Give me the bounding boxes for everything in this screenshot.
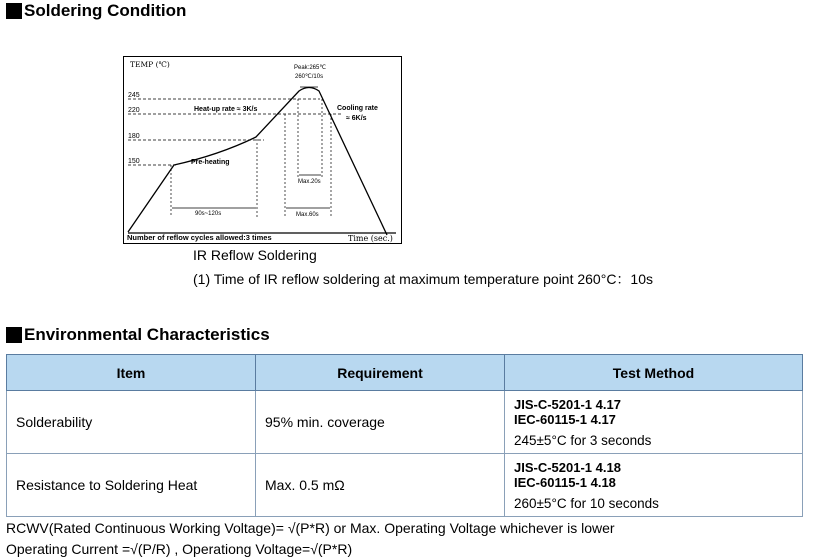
current-formula: (P/R) [137, 541, 171, 557]
table-row [7, 391, 803, 454]
reflow-caption-note: (1) Time of IR reflow soldering at maximum temperature point 260°C：10s [193, 271, 654, 287]
standard-jis: JIS-C-5201-1 4.18 [514, 459, 621, 475]
environmental-heading-text: Environmental Characteristics [24, 325, 270, 344]
test-method-cell [505, 391, 803, 454]
requirement-cell: Max. 0.5 mΩ [256, 454, 505, 517]
y-axis-label: TEMP (℃) [130, 60, 170, 69]
rcwv-suffix: or Max. Operating Voltage whichever is lower [333, 520, 615, 536]
column-header-item: Item [7, 355, 256, 391]
sqrt-icon: √ [287, 520, 296, 536]
rcwv-formula: (P*R) [295, 520, 330, 536]
x-axis-label: Time (sec.) [348, 234, 393, 243]
cycles-label: Number of reflow cycles allowed:3 times [127, 233, 272, 242]
sqrt-icon: √ [310, 541, 318, 557]
heading-square-icon [6, 327, 22, 343]
table-row [7, 454, 803, 517]
rcwv-prefix: RCWV(Rated Continuous Working Voltage)= [6, 520, 284, 536]
table-header-row [7, 355, 803, 391]
operating-note [6, 541, 352, 557]
y-tick-150: 150 [128, 158, 140, 165]
heading-square-icon [6, 3, 22, 19]
y-tick-220: 220 [128, 107, 140, 114]
requirement-cell: 95% min. coverage [256, 391, 505, 454]
cooling-label-1: Cooling rate [337, 105, 378, 112]
reflow-caption-title: IR Reflow Soldering [193, 247, 317, 263]
environmental-heading [6, 325, 270, 345]
reflow-profile-svg [124, 57, 403, 245]
voltage-prefix: , Operationg Voltage= [174, 541, 311, 557]
preheat-time-label: 90s~120s [195, 211, 222, 217]
cooling-label-2: ≈ 6K/s [346, 115, 367, 122]
max20-label: Max.20s [298, 179, 321, 185]
column-header-requirement: Requirement [256, 355, 505, 391]
peak-label-1: Peak:265℃ [294, 65, 327, 71]
soldering-condition-heading [6, 1, 186, 21]
standard-iec: IEC-60115-1 4.18 [514, 474, 616, 490]
test-condition: 245±5°C for 3 seconds [514, 432, 652, 448]
voltage-formula: (P*R) [317, 541, 353, 557]
heatup-label: Heat-up rate ≈ 3K/s [194, 106, 258, 113]
standard-iec: IEC-60115-1 4.17 [514, 411, 616, 427]
item-cell: Solderability [7, 391, 256, 454]
sqrt-icon: √ [130, 541, 138, 557]
current-prefix: Operating Current = [6, 541, 131, 557]
column-header-test-method: Test Method [505, 355, 803, 391]
test-condition: 260±5°C for 10 seconds [514, 495, 659, 511]
test-method-cell [505, 454, 803, 517]
item-cell: Resistance to Soldering Heat [7, 454, 256, 517]
standard-jis: JIS-C-5201-1 4.17 [514, 396, 621, 412]
soldering-heading-text: Soldering Condition [24, 1, 187, 20]
preheat-label: Pre-heating [191, 159, 230, 166]
reflow-profile-diagram [123, 56, 402, 244]
max60-label: Max.60s [296, 212, 319, 218]
y-tick-245: 245 [128, 92, 140, 99]
peak-label-2: 260℃/10s [295, 74, 324, 80]
rcwv-note [6, 520, 615, 536]
environmental-table [6, 354, 803, 517]
y-tick-180: 180 [128, 133, 140, 140]
